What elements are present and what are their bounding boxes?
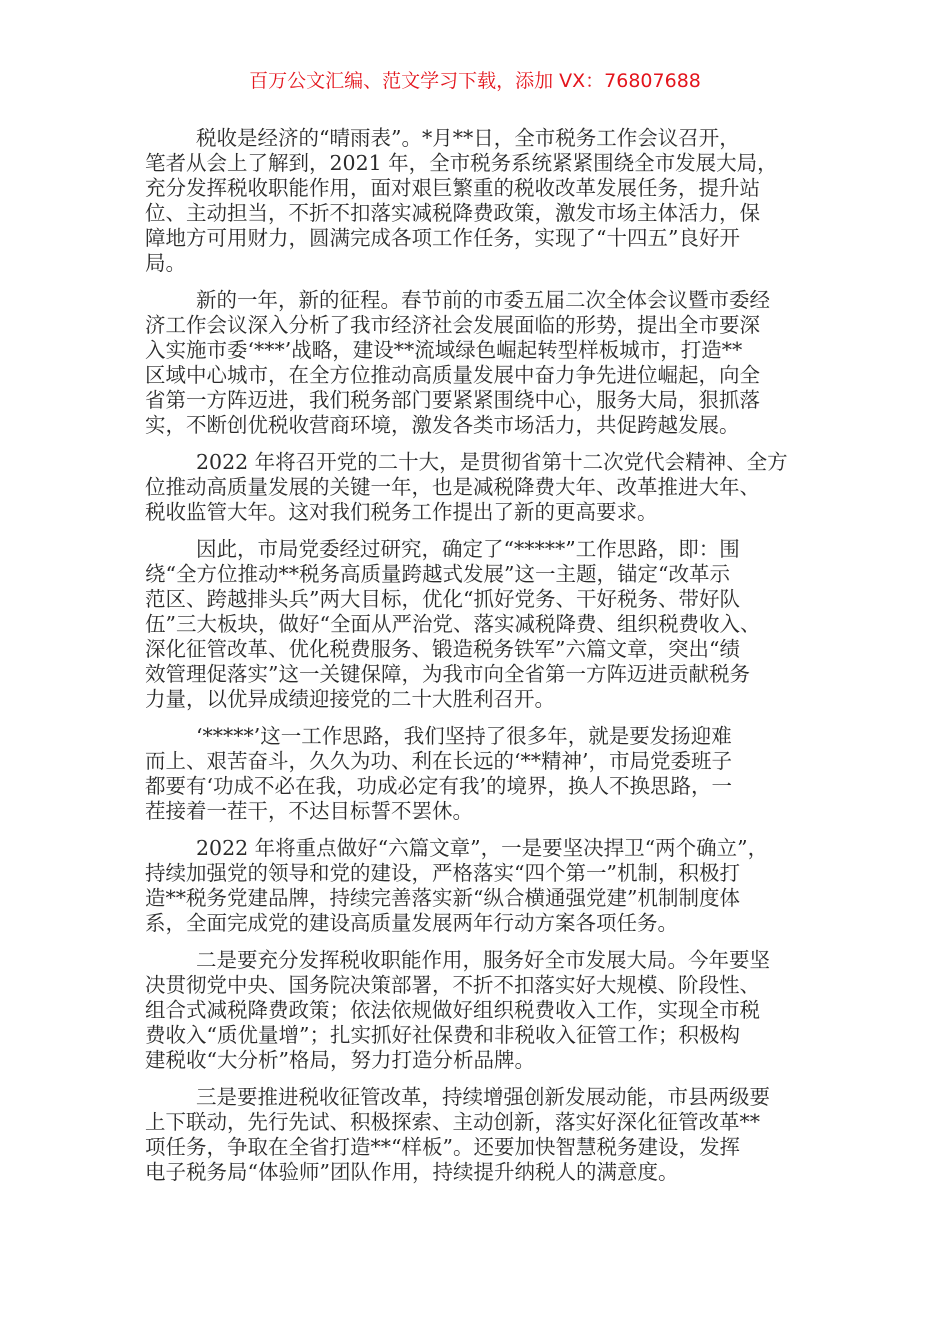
paragraph-line: 入实施市委‘***’战略，建设**流域绿色崛起转型样板城市，打造**	[145, 338, 743, 362]
paragraph-line: 深化征管改革、优化税费服务、锻造税务铁军”六篇文章，突出“绩	[145, 637, 740, 661]
paragraph-line: 绕“全方位推动**税务高质量跨越式发展”这一主题，锚定“改革示	[145, 562, 730, 586]
paragraph-line: 2022 年将重点做好“六篇文章”，一是要坚决捍卫“两个确立”，	[196, 836, 769, 860]
paragraph-line: 济工作会议深入分析了我市经济社会发展面临的形势，提出全市要深	[145, 313, 760, 337]
paragraph-line: 税收监管大年。这对我们税务工作提出了新的更高要求。	[145, 500, 658, 524]
paragraph-line: 位、主动担当，不折不扣落实减税降费政策，激发市场主体活力，保	[145, 201, 760, 225]
paragraph	[145, 537, 815, 712]
paragraph	[145, 948, 815, 1073]
paragraph-line: 项任务，争取在全省打造**“样板”。还要加快智慧税务建设，发挥	[145, 1135, 740, 1159]
paragraph-line: 组合式减税降费政策；依法依规做好组织税费收入工作，实现全市税	[145, 998, 760, 1022]
paragraph-line: 费收入“质优量增”；扎实抓好社保费和非税收入征管工作；积极构	[145, 1023, 740, 1047]
paragraph-line: 持续加强党的领导和党的建设，严格落实“四个第一”机制，积极打	[145, 861, 740, 885]
paragraph-line: 因此，市局党委经过研究，确定了“*****”工作思路，即：围	[196, 537, 740, 561]
paragraph-line: 充分发挥税收职能作用，面对艰巨繁重的税收改革发展任务，提升站	[145, 176, 760, 200]
paragraph	[145, 126, 815, 276]
paragraph-line: 二是要充分发挥税收职能作用，服务好全市发展大局。今年要坚	[196, 948, 770, 972]
paragraph-line: 建税收“大分析”格局，努力打造分析品牌。	[145, 1048, 535, 1072]
paragraph-line: 三是要推进税收征管改革，持续增强创新发展动能，市县两级要	[196, 1085, 770, 1109]
paragraph-line: 伍”三大板块，做好“全面从严治党、落实减税降费、组织税费收入、	[145, 612, 761, 636]
paragraph	[145, 288, 815, 438]
paragraph-line: 实，不断创优税收营商环境，激发各类市场活力，共促跨越发展。	[145, 413, 740, 437]
paragraph-line: ‘*****’这一工作思路，我们坚持了很多年，就是要发扬迎难	[196, 724, 732, 748]
paragraph-line: 笔者从会上了解到，2021 年，全市税务系统紧紧围绕全市发展大局，	[145, 151, 778, 175]
paragraph-line: 上下联动，先行先试、积极探索、主动创新，落实好深化征管改革**	[145, 1110, 760, 1134]
download-banner: 百万公文汇编、范文学习下载，添加 VX：76807688	[249, 70, 701, 92]
paragraph-line: 系，全面完成党的建设高质量发展两年行动方案各项任务。	[145, 911, 678, 935]
paragraph-line: 都要有‘功成不必在我，功成必定有我’的境界，换人不换思路，一	[145, 774, 733, 798]
paragraph-line: 而上、艰苦奋斗，久久为功、利在长远的‘**精神’，市局党委班子	[145, 749, 733, 773]
paragraph-line: 茬接着一茬干，不达目标誓不罢休。	[145, 799, 473, 823]
paragraph-line: 造**税务党建品牌，持续完善落实新“纵合横通强党建”机制制度体	[145, 886, 740, 910]
paragraph-line: 2022 年将召开党的二十大，是贯彻省第十二次党代会精神、全方	[196, 450, 788, 474]
paragraph	[145, 450, 815, 525]
paragraph-line: 效管理促落实”这一关键保障，为我市向全省第一方阵迈进贡献税务	[145, 662, 750, 686]
paragraph	[145, 836, 815, 936]
paragraph-line: 决贯彻党中央、国务院决策部署，不折不扣落实好大规模、阶段性、	[145, 973, 760, 997]
paragraph-line: 税收是经济的“晴雨表”。*月**日，全市税务工作会议召开，	[196, 126, 740, 150]
paragraph-line: 位推动高质量发展的关键一年，也是减税降费大年、改革推进大年、	[145, 475, 760, 499]
paragraph-line: 范区、跨越排头兵”两大目标，优化“抓好党务、干好税务、带好队	[145, 587, 740, 611]
paragraph-line: 障地方可用财力，圆满完成各项工作任务，实现了“十四五”良好开	[145, 226, 740, 250]
paragraph-line: 力量，以优异成绩迎接党的二十大胜利召开。	[145, 687, 555, 711]
paragraph-line: 新的一年，新的征程。春节前的市委五届二次全体会议暨市委经	[196, 288, 770, 312]
paragraph-line: 区域中心城市，在全方位推动高质量发展中奋力争先进位崛起，向全	[145, 363, 760, 387]
paragraph-line: 电子税务局“体验师”团队作用，持续提升纳税人的满意度。	[145, 1160, 679, 1184]
document-body	[145, 126, 815, 1197]
paragraph	[145, 724, 815, 824]
paragraph-line: 局。	[145, 251, 186, 275]
paragraph-line: 省第一方阵迈进，我们税务部门要紧紧围绕中心，服务大局，狠抓落	[145, 388, 760, 412]
paragraph	[145, 1085, 815, 1185]
